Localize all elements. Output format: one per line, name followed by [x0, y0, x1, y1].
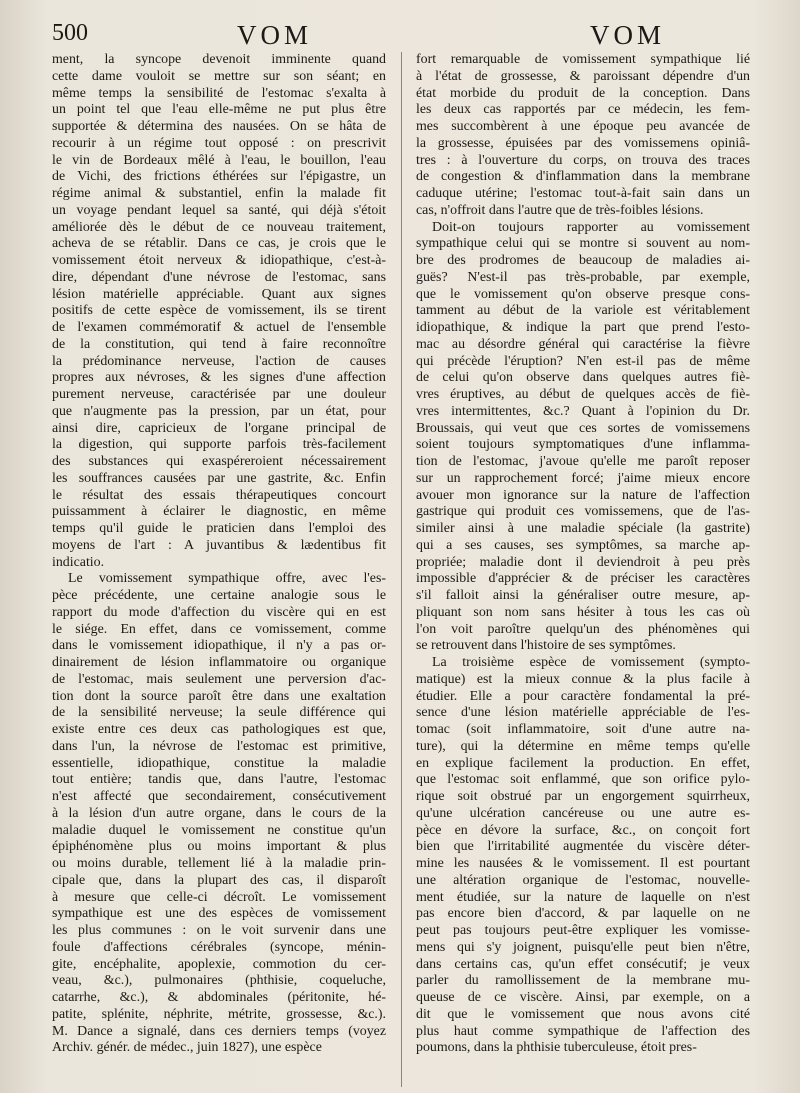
- text-line: Archiv. génér. de médec., juin 1827), une espèce: [52, 1040, 322, 1056]
- text-line: de l'examen commémoratif & actuel de l'ensemble: [52, 320, 386, 335]
- text-line: un point tel que l'eau elle-même ne put plus être: [52, 102, 386, 118]
- text-line: matique) est la mieux connue & la plus facile à: [416, 671, 750, 687]
- text-line: des substances qui exaspéreroient nécessairement: [52, 454, 386, 469]
- text-line: ture), qui la détermine en même temps qu'elle: [416, 738, 750, 754]
- text-line: gite, encéphalite, apoplexie, commotion du cer-: [52, 956, 386, 972]
- text-line: lésion matérielle appréciable. Quant aux signes: [52, 286, 386, 302]
- text-line: épiphénomène plus ou moins important & plus: [52, 839, 386, 855]
- text-line: idiopathique, & indique la part que prend l'esto-: [416, 320, 750, 335]
- text-line: de Vichi, des frictions éthérées sur l'épigastre, un: [52, 169, 386, 185]
- text-line: les souffrances causées par une gastrite, &c. Enfin: [52, 470, 386, 486]
- text-line: soient toujours symptomatiques d'une inflamma-: [416, 437, 750, 453]
- text-line: temps qu'il guide le praticien dans l'emploi des: [52, 521, 386, 536]
- text-line: que n'augmente pas la pression, par un état, pour: [52, 403, 386, 419]
- text-line: peut pas toujours peut-être expliquer les vomisse-: [416, 923, 750, 938]
- text-line: gastrique qui produit ces vomissemens, que de l'as-: [416, 504, 750, 520]
- text-line: le vin de Bordeaux mêlé à l'eau, le bouillon, l'eau: [52, 152, 386, 168]
- text-line: étudier. Elle a pour caractère fondamental la pré-: [416, 688, 750, 704]
- text-line: impossible d'apprécier & de préciser les caractères: [416, 571, 750, 587]
- text-line: vomissement étoit nerveux & idiopathique, c'est-à-: [52, 253, 386, 268]
- text-line: propres aux névroses, & les signes d'une affection: [52, 370, 386, 386]
- text-line: similer ainsi à une maladie spéciale (la gastrite): [416, 521, 750, 536]
- text-line: mac au désordre général qui caractérise la fièvre: [416, 336, 750, 352]
- text-line: ainsi dire, capricieux de l'organe principal de: [52, 420, 386, 436]
- text-line: poumons, dans la phthisie tuberculeuse, étoit pres-: [416, 1040, 697, 1056]
- text-line: de la constitution, qui tend à faire reconnoître: [52, 336, 386, 352]
- text-line: fort remarquable de vomissement sympathique lié: [416, 52, 750, 67]
- text-line: pèce en dévore la surface, &c., on conçoit fort: [416, 822, 750, 838]
- text-line: moyens de l'art : A juvantibus & lædentibus fit: [52, 537, 386, 553]
- text-line: s'il falloit ainsi la généraliser outre mesure, ap-: [416, 588, 750, 603]
- text-line: recourir à un régime tout opposé : on prescrivit: [52, 135, 386, 151]
- text-line: en explique facilement la production. En effet,: [416, 755, 750, 771]
- text-line: mes succombèrent à une époque peu avancée de: [416, 119, 750, 134]
- text-line: se retrouvent dans l'histoire de ses symptômes.: [416, 638, 676, 654]
- text-line: même temps la sensibilité de l'estomac s'exalta à: [52, 85, 386, 101]
- text-line: ment étudiée, sur la nature de laquelle on n'est: [416, 889, 750, 905]
- text-columns: [52, 52, 770, 1092]
- text-line: dit que le vomissement que nous avons cité: [416, 1006, 750, 1022]
- text-line: que l'estomac soit enflammé, que son orifice pylo-: [416, 772, 750, 788]
- text-line: le résultat des essais thérapeutiques concourt: [52, 487, 386, 503]
- text-line: cette dame vouloit se mettre sur son séant; en: [52, 68, 386, 84]
- text-line: mine les nausées & le vomissement. Il est pourtant: [416, 856, 750, 871]
- text-line: bre des prodromes de beaucoup de maladies ai-: [416, 253, 750, 268]
- text-line: purement nerveuse, caractérisée par une douleur: [52, 387, 386, 402]
- text-line: un voyage pendant lequel sa santé, qui déjà s'étoit: [52, 202, 386, 218]
- text-line: le siége. En effet, dans ce vomissement, comme: [52, 621, 386, 637]
- text-line: foule d'affections cérébrales (syncope, ménin-: [52, 939, 386, 955]
- text-line: Le vomissement sympathique offre, avec l'es-: [68, 571, 386, 587]
- text-line: pas encore bien d'accord, & par laquelle on ne: [416, 906, 750, 922]
- text-line: existe entre ces deux cas pathologiques est que,: [52, 722, 386, 737]
- text-line: cipale que, dans la plupart des cas, il disparoît: [52, 872, 386, 888]
- text-line: puissamment à éclairer le diagnostic, en même: [52, 504, 386, 520]
- text-line: améliorée dès le début de ce nouveau traitement,: [52, 219, 386, 235]
- text-line: l'on voit paroître quelqu'un des phénomènes qui: [416, 621, 750, 637]
- text-line: tion de l'estomac, j'avoue qu'elle me paroît reposer: [416, 454, 750, 469]
- running-head-left-word: VOM: [237, 20, 313, 50]
- text-line: à l'état de grossesse, & paroissant dépendre d'un: [416, 68, 750, 84]
- text-line: rapport du mode d'affection du viscère qui en est: [52, 604, 386, 620]
- text-line: pèce précédente, une certaine analogie sous le: [52, 588, 386, 603]
- text-line: cas, n'offroit dans l'autre que de très-foibles lésions.: [416, 202, 704, 218]
- text-line: les plus communes : on le voit survenir dans une: [52, 923, 386, 938]
- text-line: dans le vomissement idiopathique, il n'y a pas or-: [52, 638, 386, 654]
- text-line: la digestion, qui supporte parfois très-facilement: [52, 437, 386, 453]
- text-line: régime animal & substantiel, enfin la malade fit: [52, 186, 386, 201]
- text-line: essentielle, idiopathique, constitue la maladie: [52, 755, 386, 771]
- text-line: qui précède l'éruption? N'en est-il pas de même: [416, 353, 750, 369]
- text-line: dans certains cas, qu'un effet consécutif; je veux: [416, 956, 750, 972]
- text-line: de congestion & d'inflammation dans la membrane: [416, 169, 750, 185]
- text-line: ment, la syncope devenoit imminente quand: [52, 52, 386, 67]
- text-line: tamment au début de la variole est véritablement: [416, 303, 750, 319]
- text-line: que le vomissement qu'on observe presque cons-: [416, 286, 750, 302]
- right-text-column: [416, 52, 750, 1057]
- text-line: rique soit obstrué par un engorgement squirrheux,: [416, 789, 750, 804]
- text-line: sympathique celui qui se montre si souvent au nom-: [416, 236, 750, 252]
- text-line: la prédominance nerveuse, l'action de causes: [52, 353, 386, 369]
- text-line: caduque utérine; l'estomac tout-à-fait sain dans un: [416, 186, 750, 201]
- text-line: mens qui s'y joignent, puisqu'elle peut bien n'être,: [416, 939, 750, 955]
- column-divider: [401, 52, 402, 1087]
- text-line: n'est affecté que secondairement, consécutivement: [52, 789, 386, 804]
- text-line: avouer mon ignorance sur la nature de l'affection: [416, 487, 750, 503]
- text-line: plus haut comme sympathique de l'affection des: [416, 1023, 750, 1039]
- left-text-column: [52, 52, 386, 1057]
- text-line: veau, &c.), pulmonaires (phthisie, coqueluche,: [52, 973, 386, 989]
- text-line: une altération organique de l'estomac, nouvelle-: [416, 872, 750, 888]
- page-number: 500: [52, 20, 88, 46]
- text-line: bien que l'irritabilité augmentée du viscère déter-: [416, 839, 750, 855]
- text-line: la grossesse, épuisées par des vomissemens opiniâ-: [416, 135, 750, 151]
- text-line: vres éruptives, au début de quelques accès de fiè-: [416, 387, 750, 402]
- text-line: sympathique est une des espèces de vomissement: [52, 906, 386, 922]
- text-line: de la sensibilité nerveuse; la seule différence qui: [52, 705, 386, 721]
- text-line: à mesure que celle-ci décroît. Le vomissement: [52, 889, 386, 905]
- text-line: acheva de se rétablir. Dans ce cas, je crois que le: [52, 236, 386, 252]
- text-line: qu'une ulcération cancéreuse ou une autre es-: [416, 805, 750, 821]
- text-line: tres : à l'ouverture du corps, on trouva des traces: [416, 152, 750, 168]
- text-line: positifs de cette espèce de vomissement, ils se tirent: [52, 303, 386, 319]
- text-line: maladie duquel le vomissement ne constitue qu'un: [52, 822, 386, 838]
- text-line: patite, splénite, néphrite, métrite, grossesse, &c.).: [52, 1006, 386, 1022]
- text-line: queuse de ce viscère. Ainsi, par exemple, on a: [416, 990, 750, 1005]
- text-line: tout entière; tandis que, dans l'autre, l'estomac: [52, 772, 386, 788]
- text-line: tion dont la source paroît être dans une exaltation: [52, 688, 386, 704]
- text-line: dire, dépendant d'une névrose de l'estomac, sans: [52, 269, 386, 285]
- text-line: pliquant son nom sans hésiter à tous les cas où: [416, 604, 750, 620]
- text-line: indicatio.: [52, 554, 105, 570]
- text-line: qui a ses causes, ses symptômes, sa marche ap-: [416, 537, 750, 553]
- text-line: à la lésion d'un autre organe, dans le cours de la: [52, 805, 386, 821]
- text-line: état morbide du produit de la conception. Dans: [416, 85, 750, 101]
- text-line: catarrhe, &c.), & abdominales (péritonite, hé-: [52, 990, 386, 1005]
- text-line: propriée; maladie dont il deviendroit à peu près: [416, 554, 750, 570]
- text-line: La troisième espèce de vomissement (sympto-: [432, 655, 750, 670]
- text-line: vres intermittentes, &c.? Quant à l'opinion du Dr.: [416, 403, 750, 419]
- text-line: supportée & détermina des nausées. On se hâta de: [52, 119, 386, 134]
- running-head-right-word: VOM: [590, 20, 666, 50]
- text-line: ou moins durable, tellement lié à la maladie prin-: [52, 856, 386, 871]
- text-line: dans l'un, la névrose de l'estomac est primitive,: [52, 738, 386, 754]
- text-line: guës? N'est-il pas très-probable, par exemple,: [416, 269, 750, 285]
- text-line: les deux cas rapportés par ce médecin, les fem-: [416, 102, 750, 118]
- text-line: tomac (soit inflammatoire, soit d'une autre na-: [416, 722, 750, 737]
- text-line: Doit-on toujours rapporter au vomissement: [432, 219, 750, 235]
- text-line: Broussais, qui veut que ces sortes de vomissemens: [416, 420, 750, 436]
- text-line: sur un rapprochement forcé; j'aime mieux encore: [416, 470, 750, 486]
- text-line: sence d'une lésion matérielle appréciable de l'es-: [416, 705, 750, 721]
- text-line: M. Dance a signalé, dans ces derniers temps (voyez: [52, 1023, 386, 1039]
- running-head: [52, 18, 770, 52]
- text-line: parler du ramollissement de la membrane mu-: [416, 973, 750, 989]
- text-line: dinairement de lésion inflammatoire ou organique: [52, 655, 386, 670]
- text-line: de celui qu'on observe dans quelques autres fiè-: [416, 370, 750, 386]
- text-line: de l'estomac, mais seulement une perversion d'ac-: [52, 671, 386, 687]
